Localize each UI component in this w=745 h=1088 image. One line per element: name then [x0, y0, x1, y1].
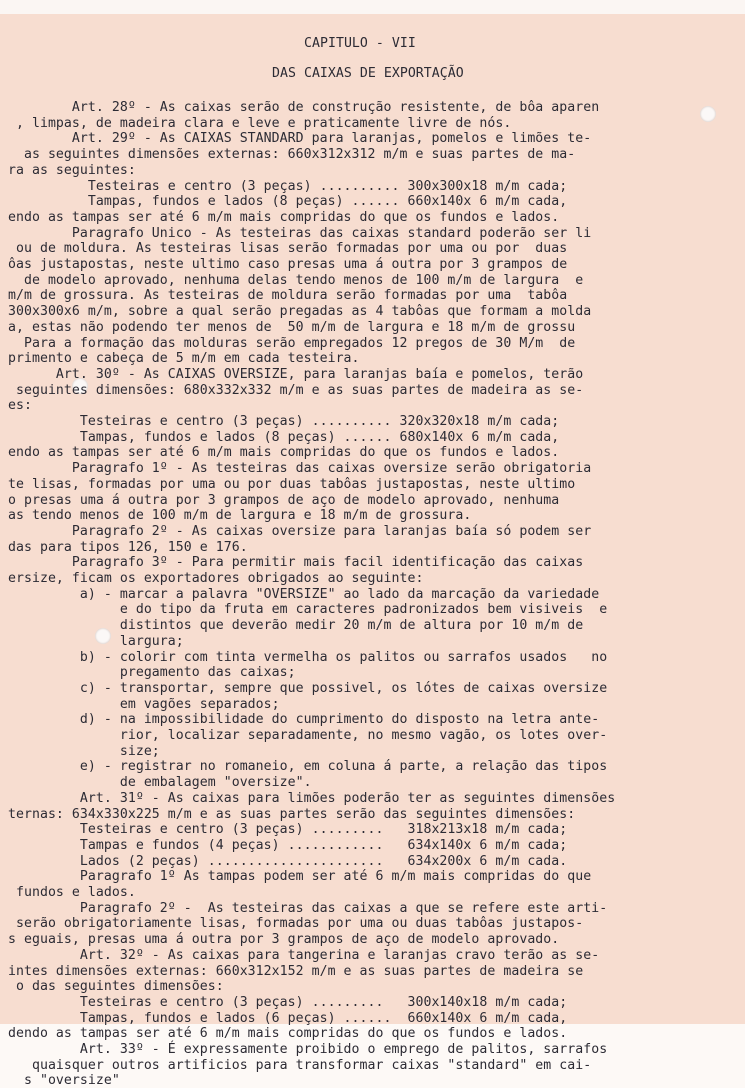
document-line: quaisquer outros artificios para transformar caixas "standard" em cai-	[8, 1057, 592, 1073]
document-line: Para a formação das molduras serão empregados 12 pregos de 30 M/m de	[8, 335, 576, 351]
document-line: rior, localizar separadamente, no mesmo vagão, os lotes over-	[8, 728, 608, 743]
document-line: Tampas, fundos e lados (8 peças) ...... 660x140x 6 m/m cada,	[8, 194, 568, 210]
document-line: em vagões separados;	[8, 696, 280, 712]
document-line: ou de moldura. As testeiras lisas serão formadas por uma ou por duas	[8, 241, 568, 257]
document-line: Art. 28º - As caixas serão de construção resistente, de bôa aparen	[8, 100, 600, 115]
document-line: as tendo menos de 100 m/m de largura e 18 m/m de grossura.	[8, 508, 472, 524]
document-line: ersize, ficam os exportadores obrigados ao seguinte:	[8, 571, 424, 586]
document-line: endo as tampas ser até 6 m/m mais compridas do que os fundos e lados.	[8, 445, 560, 461]
document-line: Tampas, fundos e lados (6 peças) ...... 660x140x 6 m/m cada,	[8, 1010, 568, 1026]
document-line: serão obrigatoriamente lisas, formadas por uma ou duas tabôas justapos-	[8, 916, 584, 932]
document-line: Testeiras e centro (3 peças) .......... 300x300x18 m/m cada;	[8, 178, 568, 194]
document-line: seguintes dimensões: 680x332x332 m/m e as suas partes de madeira as se-	[8, 382, 584, 398]
document-line: ternas: 634x330x225 m/m e as suas partes serão das seguintes dimensões:	[8, 806, 576, 822]
document-line: primento e cabeça de 5 m/m em cada testeira.	[8, 351, 360, 367]
document-line: s eguais, presas uma á outra por 3 grampos de aço de modelo aprovado.	[8, 932, 560, 948]
document-line: das para tipos 126, 150 e 176.	[8, 539, 248, 555]
document-line: s "oversize"	[8, 1073, 120, 1088]
document-line: Lados (2 peças) ...................... 634x200x 6 m/m cada.	[8, 853, 568, 869]
document-line: Art. 30º - As CAIXAS OVERSIZE, para laranjas baía e pomelos, terão	[8, 366, 584, 382]
document-line: Tampas e fundos (4 peças) ............ 634x140x 6 m/m cada;	[8, 837, 568, 853]
document-line: Paragrafo 3º - Para permitir mais facil identificação das caixas	[8, 555, 584, 571]
chapter-title: CAPITULO - VII	[304, 36, 416, 51]
document-line: fundos e lados.	[8, 885, 136, 900]
document-line: endo as tampas ser até 6 m/m mais compridas do que os fundos e lados.	[8, 209, 560, 225]
document-line: c) - transportar, sempre que possivel, os lótes de caixas oversize	[8, 680, 608, 696]
document-line: e) - registrar no romaneio, em coluna á parte, a relação das tipos	[8, 759, 608, 775]
document-line: as seguintes dimensões externas: 660x312x312 m/m e suas partes de ma-	[8, 147, 576, 163]
document-line: b) - colorir com tinta vermelha os palitos ou sarrafos usados no	[8, 649, 608, 665]
document-line: Testeiras e centro (3 peças) .......... 320x320x18 m/m cada;	[8, 414, 560, 429]
document-line: Testeiras e centro (3 peças) ......... 300x140x18 m/m cada;	[8, 994, 568, 1010]
document-line: Paragrafo 1º - As testeiras das caixas oversize serão obrigatoria	[8, 461, 592, 477]
document-line: a, estas não podendo ter menos de 50 m/m de largura e 18 m/m de grossu	[8, 319, 576, 335]
document-line: Testeiras e centro (3 peças) ......... 318x213x18 m/m cada;	[8, 822, 568, 838]
document-line: intes dimensões externas: 660x312x152 m/m e as suas partes de madeira se	[8, 963, 584, 979]
document-line: d) - na impossibilidade do cumprimento do disposto na letra ante-	[8, 712, 600, 728]
document-line: Art. 29º - As CAIXAS STANDARD para laranjas, pomelos e limões te-	[8, 131, 592, 147]
document-line: m/m de grossura. As testeiras de moldura serão formadas por uma tabôa	[8, 288, 568, 304]
document-line: Paragrafo 2º - As caixas oversize para laranjas baía só podem ser	[8, 523, 592, 539]
document-line: ôas justapostas, neste ultimo caso presas uma á outra por 3 grampos de	[8, 257, 568, 272]
document-line: o das seguintes dimensões:	[8, 979, 224, 995]
document-line: Art. 31º - As caixas para limões poderão ter as seguintes dimensões	[8, 790, 616, 806]
document-line: Paragrafo 1º As tampas podem ser até 6 m/m mais compridas do que	[8, 869, 592, 885]
document-line: de embalagem "oversize".	[8, 775, 312, 791]
document-line: Paragrafo Unico - As testeiras das caixas standard poderão ser li	[8, 225, 592, 241]
document-line: size;	[8, 743, 160, 759]
chapter-subtitle: DAS CAIXAS DE EXPORTAÇÃO	[272, 66, 464, 81]
document-line: a) - marcar a palavra "OVERSIZE" ao lado da marcação da variedade	[8, 586, 600, 602]
document-line: Tampas, fundos e lados (8 peças) ...... 680x140x 6 m/m cada,	[8, 429, 560, 445]
document-line: te lisas, formadas por uma ou por duas tabôas justapostas, neste ultimo	[8, 476, 576, 492]
document-line: pregamento das caixas;	[8, 665, 296, 681]
document-line: es:	[8, 398, 32, 414]
document-line: Art. 32º - As caixas para tangerina e laranjas cravo terão as se-	[8, 947, 600, 963]
document-line: de modelo aprovado, nenhuma delas tendo menos de 100 m/m de largura e	[8, 272, 584, 288]
document-line: ra as seguintes:	[8, 162, 136, 178]
document-line: Paragrafo 2º - As testeiras das caixas a que se refere este arti-	[8, 900, 608, 916]
document-line: Art. 33º - É expressamente proibido o emprego de palitos, sarrafos	[8, 1042, 608, 1057]
document-line: distintos que deverão medir 20 m/m de altura por 10 m/m de	[8, 618, 584, 634]
document-line: 300x300x6 m/m, sobre a qual serão pregadas as 4 tabôas que formam a molda	[8, 304, 592, 320]
document-line: , limpas, de madeira clara e leve e praticamente livre de nós.	[8, 115, 512, 131]
document-line: dendo as tampas ser até 6 m/m mais compridas do que os fundos e lados.	[8, 1026, 568, 1042]
document-line: e do tipo da fruta em caracteres padronizados bem visiveis e	[8, 602, 608, 618]
document-line: largura;	[8, 633, 184, 649]
document-line: o presas uma á outra por 3 grampos de aço de modelo aprovado, nenhuma	[8, 492, 560, 508]
